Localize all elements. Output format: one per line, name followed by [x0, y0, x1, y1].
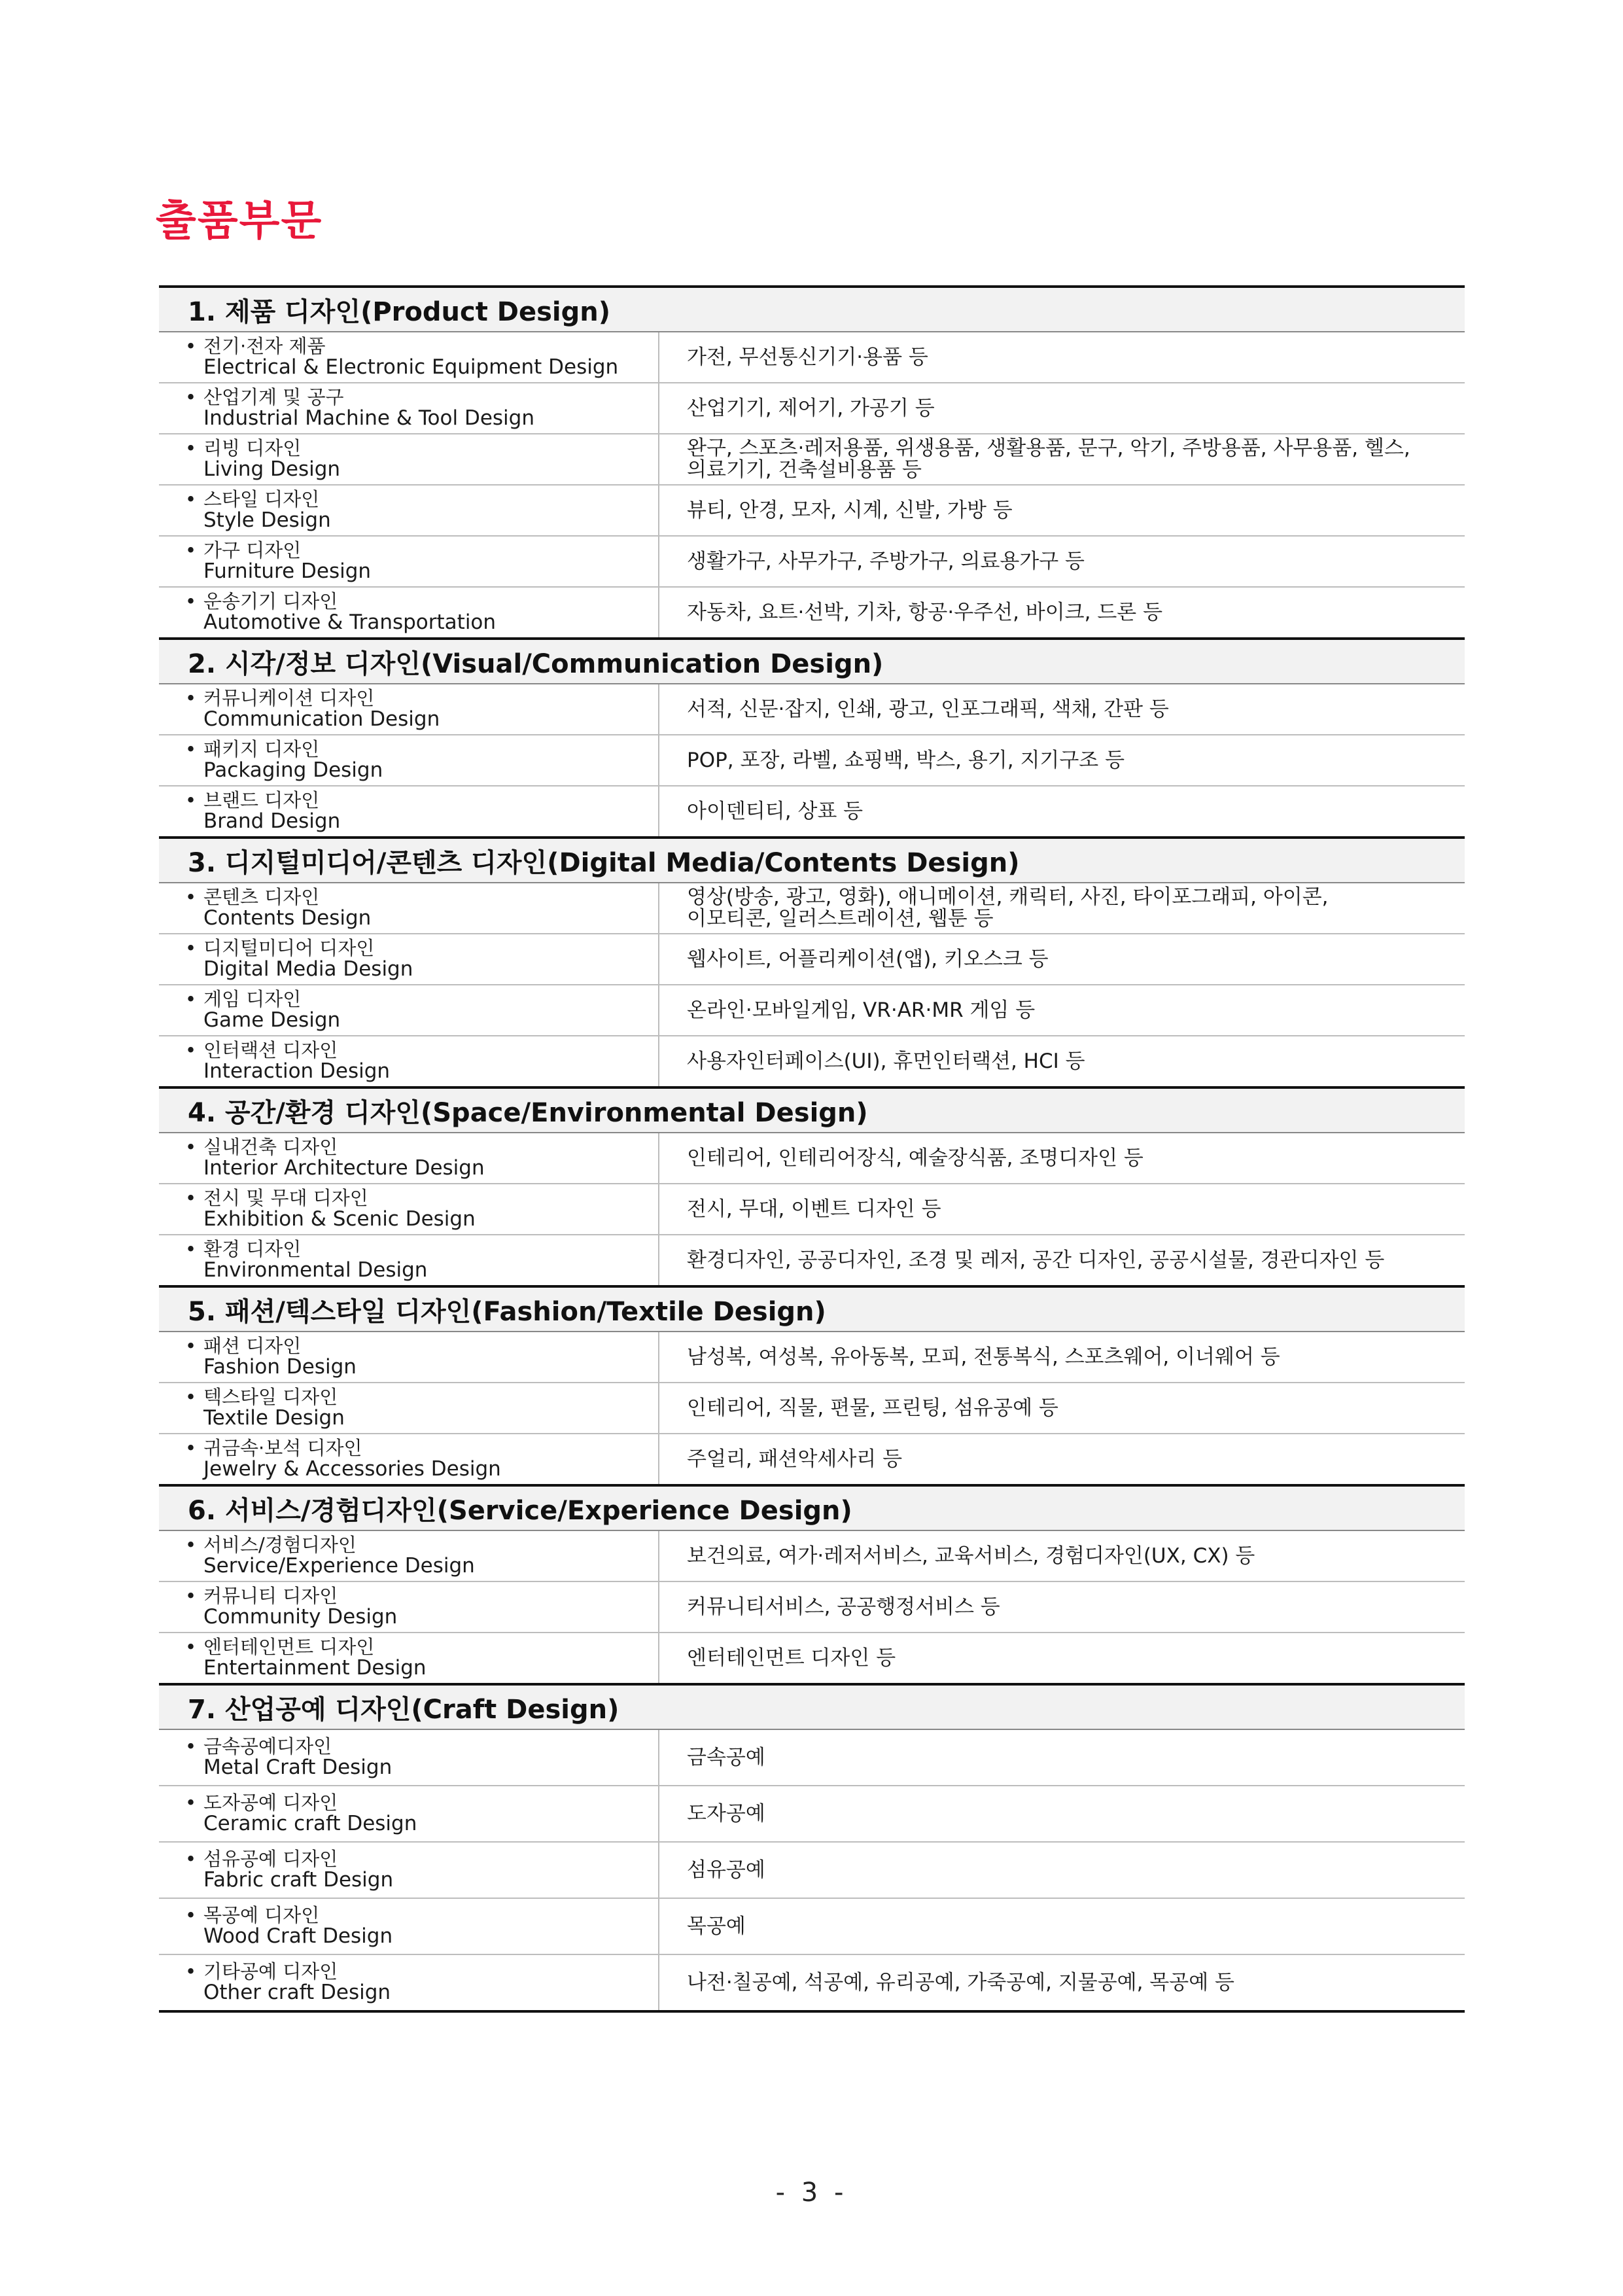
- category-name-en: Digital Media Design: [203, 957, 413, 981]
- category-name-cell: [159, 985, 659, 1036]
- category-description-line: 온라인·모바일게임, VR·AR·MR 게임 등: [687, 998, 1036, 1022]
- category-name-cell: [159, 684, 659, 735]
- category-description-cell: [659, 1842, 1465, 1898]
- section-title: 3. 디지털미디어/콘텐츠 디자인(Digital Media/Contents Design): [159, 838, 1465, 883]
- category-name-ko: • 커뮤니티 디자인: [185, 1586, 658, 1606]
- category-name-cell: [159, 1133, 659, 1184]
- category-name-ko: • 목공예 디자인: [185, 1905, 658, 1925]
- category-name-cell: [159, 1842, 659, 1898]
- category-row: [159, 735, 1465, 786]
- category-description-line: 주얼리, 패션악세사리 등: [687, 1447, 903, 1471]
- category-row: [159, 485, 1465, 536]
- category-name-ko: • 디지털미디어 디자인: [185, 938, 658, 958]
- page-title: 출품부문: [156, 197, 323, 245]
- category-description-line: 금속공예: [687, 1745, 765, 1769]
- category-name-cell: [159, 332, 659, 383]
- category-description-cell: [659, 883, 1465, 934]
- category-name-cell: [159, 1581, 659, 1633]
- category-name-cell: [159, 1633, 659, 1684]
- category-description-cell: [659, 332, 1465, 383]
- category-description-line: 섬유공예: [687, 1858, 765, 1882]
- category-name-en: Industrial Machine & Tool Design: [203, 406, 534, 430]
- category-name-cell: [159, 1434, 659, 1485]
- category-description-line: 영상(방송, 광고, 영화), 애니메이션, 캐릭터, 사진, 타이포그래피, 아이콘,: [687, 885, 1329, 909]
- section-header-row: [159, 1087, 1465, 1133]
- category-name-ko: • 커뮤니케이션 디자인: [185, 688, 658, 708]
- section-title: 2. 시각/정보 디자인(Visual/Communication Design): [159, 639, 1465, 684]
- category-name-ko: • 환경 디자인: [185, 1239, 658, 1259]
- category-row: [159, 1729, 1465, 1786]
- category-name-en: Automotive & Transportation: [203, 610, 497, 634]
- category-name-cell: [159, 1786, 659, 1842]
- category-description-cell: [659, 1633, 1465, 1684]
- category-row: [159, 434, 1465, 485]
- category-description-cell: [659, 1954, 1465, 2011]
- category-description-line: 완구, 스포츠·레저용품, 위생용품, 생활용품, 문구, 악기, 주방용품, 사무용품, 헬스,: [687, 436, 1410, 460]
- category-name-en: Other craft Design: [203, 1981, 391, 2004]
- category-description-cell: [659, 786, 1465, 838]
- category-description-line: 아이덴티티, 상표 등: [687, 799, 864, 823]
- category-row: [159, 1235, 1465, 1286]
- category-name-cell: [159, 1235, 659, 1286]
- category-name-cell: [159, 934, 659, 985]
- category-name-en: Fashion Design: [203, 1355, 357, 1379]
- category-name-cell: [159, 1729, 659, 1786]
- category-description-line: 보건의료, 여가·레저서비스, 교육서비스, 경험디자인(UX, CX) 등: [687, 1544, 1255, 1568]
- category-description-cell: [659, 1581, 1465, 1633]
- category-description-cell: [659, 1383, 1465, 1434]
- category-name-ko: • 기타공예 디자인: [185, 1962, 658, 1981]
- page-number: - 3 -: [775, 2178, 848, 2208]
- category-row: [159, 1530, 1465, 1581]
- category-description-cell: [659, 735, 1465, 786]
- category-name-cell: [159, 1530, 659, 1581]
- category-table-body: [159, 287, 1465, 2011]
- category-description-cell: [659, 934, 1465, 985]
- category-name-cell: [159, 383, 659, 434]
- category-description-cell: [659, 1235, 1465, 1286]
- category-name-ko: • 산업기계 및 공구: [185, 387, 658, 407]
- category-name-ko: • 섬유공예 디자인: [185, 1849, 658, 1869]
- category-name-en: Packaging Design: [203, 758, 383, 782]
- category-description-cell: [659, 1133, 1465, 1184]
- category-description-cell: [659, 1184, 1465, 1235]
- category-name-cell: [159, 1954, 659, 2011]
- category-table: [159, 285, 1465, 2013]
- category-description-cell: [659, 1036, 1465, 1087]
- category-row: [159, 1133, 1465, 1184]
- category-description-line: 남성복, 여성복, 유아동복, 모피, 전통복식, 스포츠웨어, 이너웨어 등: [687, 1345, 1280, 1369]
- category-name-en: Furniture Design: [203, 559, 372, 583]
- category-row: [159, 1383, 1465, 1434]
- category-description-cell: [659, 536, 1465, 587]
- category-description-cell: [659, 1530, 1465, 1581]
- category-description-line: 인테리어, 인테리어장식, 예술장식품, 조명디자인 등: [687, 1146, 1143, 1170]
- category-name-en: Entertainment Design: [203, 1656, 427, 1680]
- category-name-ko: • 전시 및 무대 디자인: [185, 1188, 658, 1208]
- section-title: 5. 패션/텍스타일 디자인(Fashion/Textile Design): [159, 1286, 1465, 1332]
- category-name-cell: [159, 485, 659, 536]
- category-description-line: 인테리어, 직물, 편물, 프린팅, 섬유공예 등: [687, 1396, 1058, 1420]
- category-name-cell: [159, 587, 659, 639]
- category-description-cell: [659, 587, 1465, 639]
- section-header-row: [159, 639, 1465, 684]
- category-description-line: 가전, 무선통신기기·용품 등: [687, 345, 928, 369]
- category-description-line: 산업기기, 제어기, 가공기 등: [687, 396, 935, 420]
- category-description-cell: [659, 485, 1465, 536]
- category-name-en: Fabric craft Design: [203, 1868, 394, 1892]
- category-name-ko: • 스타일 디자인: [185, 489, 658, 509]
- category-description-cell: [659, 1434, 1465, 1485]
- category-description-line: 생활가구, 사무가구, 주방가구, 의료용가구 등: [687, 549, 1085, 573]
- category-description-line: 서적, 신문·잡지, 인쇄, 광고, 인포그래픽, 색채, 간판 등: [687, 697, 1169, 721]
- category-name-en: Living Design: [203, 457, 341, 481]
- category-description-cell: [659, 434, 1465, 485]
- category-name-ko: • 도자공예 디자인: [185, 1793, 658, 1812]
- category-name-en: Game Design: [203, 1008, 341, 1032]
- section-header-row: [159, 1286, 1465, 1332]
- category-description-cell: [659, 684, 1465, 735]
- category-description-line: 웹사이트, 어플리케이션(앱), 키오스크 등: [687, 947, 1049, 971]
- category-description-cell: [659, 1332, 1465, 1383]
- category-description-line: 이모티콘, 일러스트레이션, 웹툰 등: [687, 907, 994, 930]
- category-description-cell: [659, 1729, 1465, 1786]
- category-description-line: 뷰티, 안경, 모자, 시계, 신발, 가방 등: [687, 498, 1013, 522]
- category-name-ko: • 실내건축 디자인: [185, 1137, 658, 1157]
- category-name-ko: • 텍스타일 디자인: [185, 1387, 658, 1407]
- category-row: [159, 1036, 1465, 1087]
- category-description-line: 도자공예: [687, 1801, 765, 1826]
- category-name-cell: [159, 536, 659, 587]
- category-row: [159, 1332, 1465, 1383]
- category-row: [159, 934, 1465, 985]
- category-description-line: 의료기기, 건축설비용품 등: [687, 458, 922, 482]
- category-name-en: Environmental Design: [203, 1258, 428, 1282]
- category-name-ko: • 전기·전자 제품: [185, 336, 658, 356]
- category-description-line: POP, 포장, 라벨, 쇼핑백, 박스, 용기, 지기구조 등: [687, 748, 1125, 772]
- category-name-en: Style Design: [203, 508, 331, 532]
- category-row: [159, 1581, 1465, 1633]
- category-name-en: Communication Design: [203, 707, 440, 731]
- category-description-line: 사용자인터페이스(UI), 휴먼인터랙션, HCI 등: [687, 1049, 1085, 1073]
- category-description-cell: [659, 1786, 1465, 1842]
- category-row: [159, 883, 1465, 934]
- category-name-ko: • 엔터테인먼트 디자인: [185, 1637, 658, 1657]
- section-title: 1. 제품 디자인(Product Design): [159, 287, 1465, 332]
- section-title: 6. 서비스/경험디자인(Service/Experience Design): [159, 1485, 1465, 1530]
- category-description-line: 자동차, 요트·선박, 기차, 항공·우주선, 바이크, 드론 등: [687, 600, 1163, 624]
- category-description-cell: [659, 985, 1465, 1036]
- category-description-line: 커뮤니티서비스, 공공행정서비스 등: [687, 1595, 1000, 1619]
- category-name-en: Jewelry & Accessories Design: [203, 1457, 501, 1481]
- category-name-ko: • 브랜드 디자인: [185, 790, 658, 810]
- category-name-ko: • 운송기기 디자인: [185, 592, 658, 611]
- category-row: [159, 1786, 1465, 1842]
- category-row: [159, 684, 1465, 735]
- category-name-ko: • 게임 디자인: [185, 989, 658, 1009]
- category-name-ko: • 서비스/경험디자인: [185, 1535, 658, 1555]
- category-description-line: 엔터테인먼트 디자인 등: [687, 1646, 896, 1670]
- category-row: [159, 1184, 1465, 1235]
- category-name-en: Interior Architecture Design: [203, 1156, 485, 1180]
- category-name-cell: [159, 1383, 659, 1434]
- category-row: [159, 1898, 1465, 1954]
- section-header-row: [159, 1684, 1465, 1729]
- category-name-cell: [159, 1332, 659, 1383]
- category-row: [159, 1434, 1465, 1485]
- category-description-line: 환경디자인, 공공디자인, 조경 및 레저, 공간 디자인, 공공시설물, 경관디자인 등: [687, 1248, 1385, 1272]
- category-name-ko: • 콘텐츠 디자인: [185, 887, 658, 907]
- category-name-cell: [159, 883, 659, 934]
- category-row: [159, 383, 1465, 434]
- category-description-cell: [659, 1898, 1465, 1954]
- section-header-row: [159, 838, 1465, 883]
- category-description-line: 목공예: [687, 1914, 746, 1938]
- category-name-cell: [159, 434, 659, 485]
- category-name-cell: [159, 1898, 659, 1954]
- section-header-row: [159, 287, 1465, 332]
- category-name-ko: • 인터랙션 디자인: [185, 1040, 658, 1060]
- category-row: [159, 536, 1465, 587]
- category-name-en: Electrical & Electronic Equipment Design: [203, 355, 619, 379]
- category-name-cell: [159, 1036, 659, 1087]
- category-name-cell: [159, 786, 659, 838]
- category-name-ko: • 가구 디자인: [185, 540, 658, 560]
- category-row: [159, 1954, 1465, 2011]
- category-name-en: Community Design: [203, 1605, 398, 1629]
- category-name-en: Wood Craft Design: [203, 1924, 393, 1948]
- section-header-row: [159, 1485, 1465, 1530]
- category-name-ko: • 금속공예디자인: [185, 1737, 658, 1756]
- category-row: [159, 587, 1465, 639]
- category-name-en: Interaction Design: [203, 1059, 391, 1083]
- category-name-ko: • 패션 디자인: [185, 1336, 658, 1356]
- category-name-cell: [159, 735, 659, 786]
- category-row: [159, 332, 1465, 383]
- section-title: 7. 산업공예 디자인(Craft Design): [159, 1684, 1465, 1729]
- category-name-en: Ceramic craft Design: [203, 1812, 417, 1835]
- category-name-en: Exhibition & Scenic Design: [203, 1207, 476, 1231]
- category-name-en: Brand Design: [203, 809, 341, 833]
- category-description-line: 나전·칠공예, 석공예, 유리공예, 가죽공예, 지물공예, 목공예 등: [687, 1970, 1234, 1994]
- category-description-cell: [659, 383, 1465, 434]
- category-name-ko: • 패키지 디자인: [185, 739, 658, 759]
- category-row: [159, 985, 1465, 1036]
- category-row: [159, 1633, 1465, 1684]
- section-title: 4. 공간/환경 디자인(Space/Environmental Design): [159, 1087, 1465, 1133]
- category-row: [159, 1842, 1465, 1898]
- category-name-en: Contents Design: [203, 906, 372, 930]
- category-name-en: Metal Craft Design: [203, 1756, 393, 1779]
- category-name-en: Service/Experience Design: [203, 1554, 475, 1578]
- category-name-ko: • 리빙 디자인: [185, 438, 658, 458]
- category-name-en: Textile Design: [203, 1406, 345, 1430]
- category-name-ko: • 귀금속·보석 디자인: [185, 1438, 658, 1458]
- category-row: [159, 786, 1465, 838]
- category-name-cell: [159, 1184, 659, 1235]
- category-description-line: 전시, 무대, 이벤트 디자인 등: [687, 1197, 941, 1221]
